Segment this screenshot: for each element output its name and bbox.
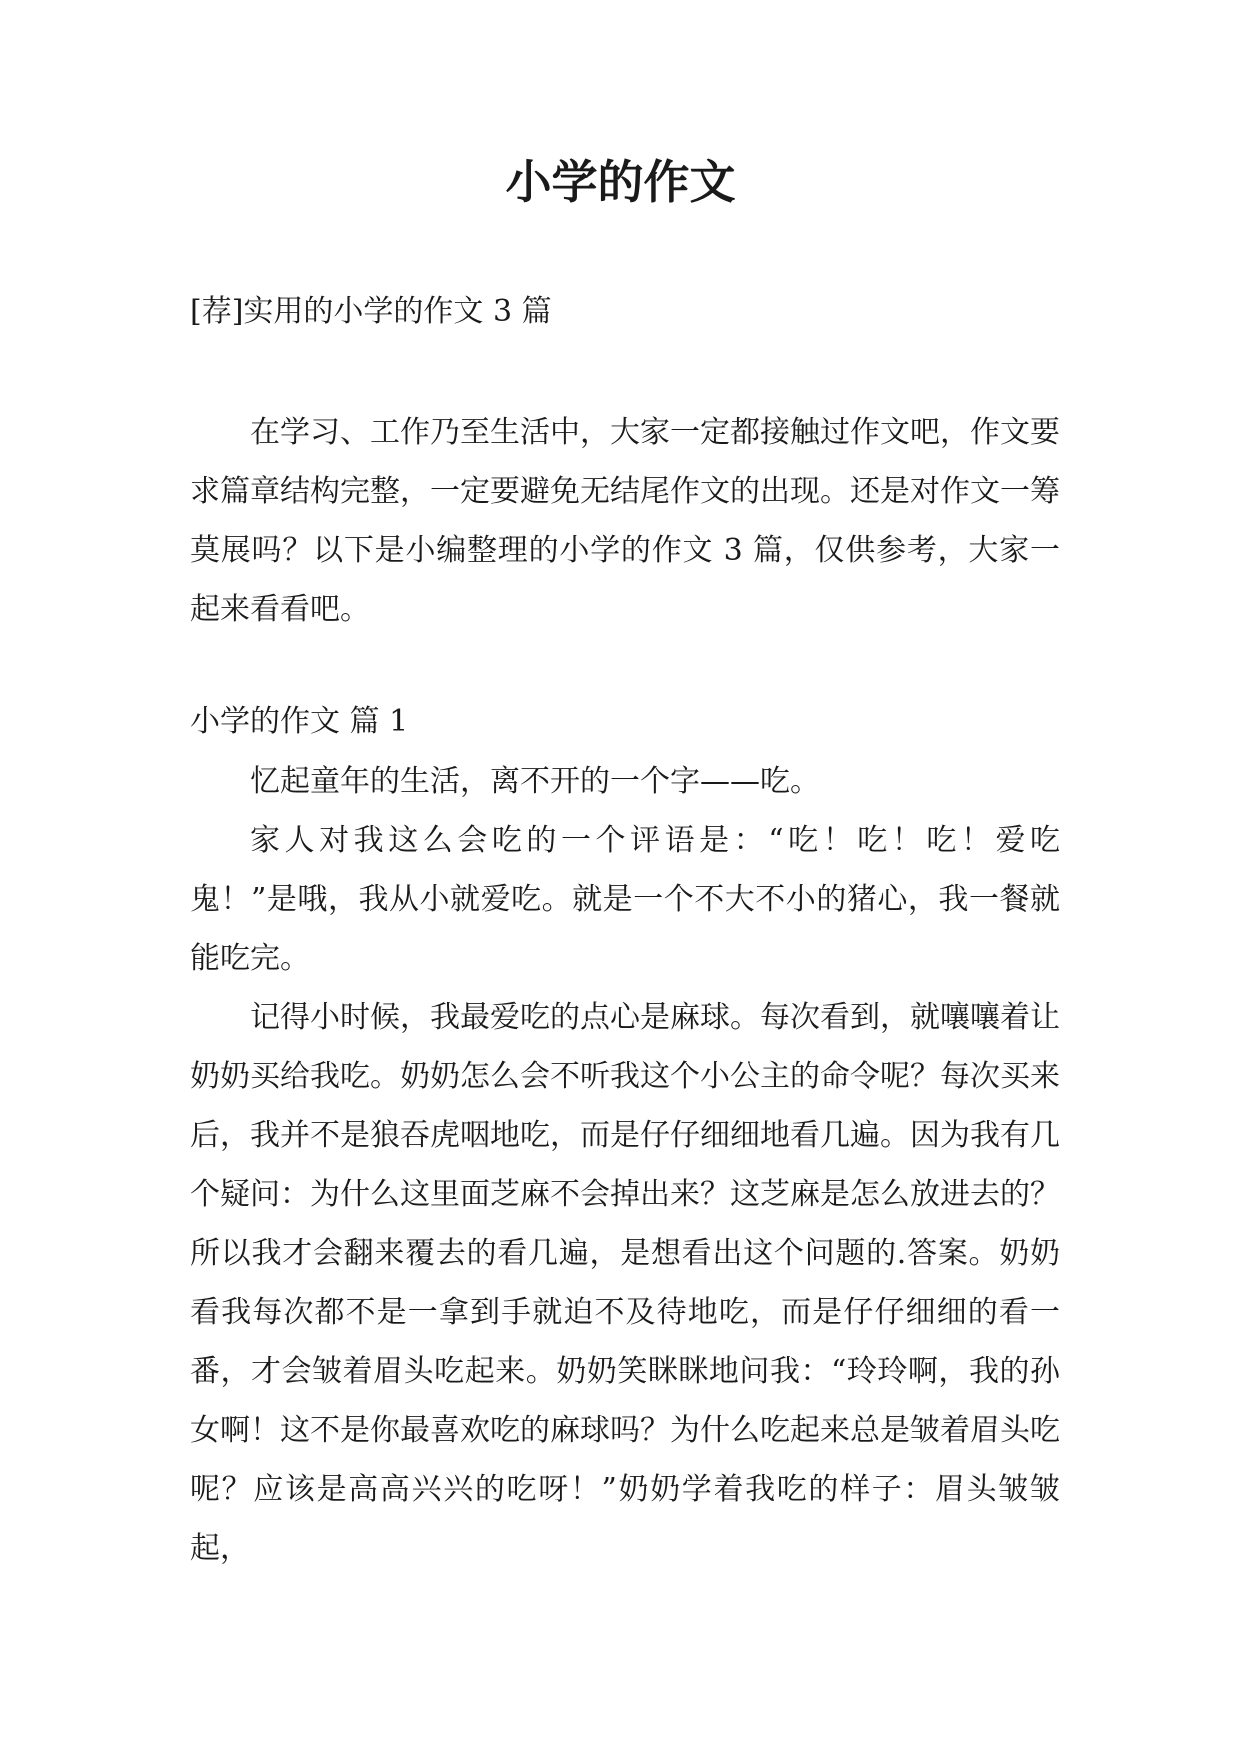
document-title: 小学的作文 bbox=[505, 155, 736, 209]
body-paragraph: 忆起童年的生活，离不开的一个字——吃。 bbox=[250, 764, 820, 799]
body-paragraph: 记得小时候，我最爱吃的点心是麻球。每次看到，就嚷嚷着让奶奶买给我吃。奶奶怎么会不听我这个小公主的命令呢？每次买来后，我并不是狼吞虎咽地吃，而是仔仔细细地看几遍。因为我有几个疑问：为什么这里面芝麻不会掉出来？这芝麻是怎么放进去的？所以我才会翻来覆去的看几遍，是想看出这个问题的.答案。奶奶看我每次都不是一拿到手就迫不及待地吃，而是仔仔细细的看一番，才会皱着眉头吃起来。奶奶笑眯眯地问我：“玲玲啊，我的孙女啊！这不是你最喜欢吃的麻球吗？为什么吃起来总是皱着眉头吃呢？应该是高高兴兴的吃呀！”奶奶学着我吃的样子：眉头皱皱起， bbox=[190, 1000, 1060, 1566]
document-subtitle: [荐]实用的小学的作文 3 篇 bbox=[190, 294, 552, 329]
intro-paragraph: 在学习、工作乃至生活中，大家一定都接触过作文吧，作文要求篇章结构完整，一定要避免无结尾作文的出现。还是对作文一筹莫展吗？以下是小编整理的小学的作文 3 篇，仅供参考，大家一起来看看吧。 bbox=[190, 415, 1060, 627]
section-heading: 小学的作文 篇 1 bbox=[190, 704, 409, 739]
body-paragraph: 家人对我这么会吃的一个评语是：“吃！吃！吃！爱吃鬼！”是哦，我从小就爱吃。就是一个不大不小的猪心，我一餐就能吃完。 bbox=[190, 823, 1060, 976]
